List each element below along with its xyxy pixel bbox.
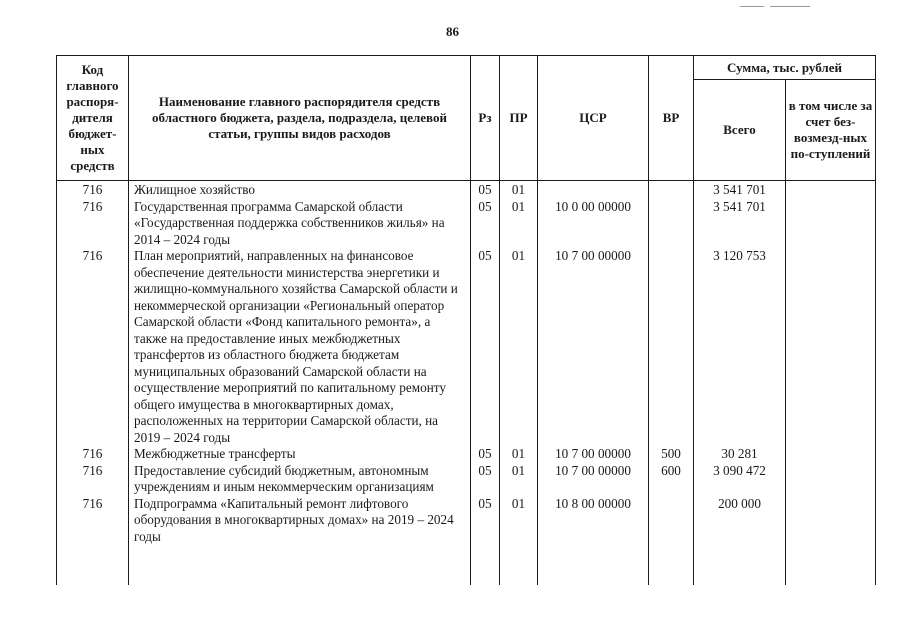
cell-csr: 10 8 00 00000 bbox=[538, 496, 649, 586]
table-row bbox=[57, 446, 876, 463]
cell-kod: 716 bbox=[57, 181, 129, 199]
header-sum: Сумма, тыс. рублей bbox=[694, 56, 876, 80]
cell-kod: 716 bbox=[57, 463, 129, 496]
cell-total: 3 120 753 bbox=[694, 248, 786, 446]
cell-rz: 05 bbox=[471, 248, 500, 446]
cell-csr bbox=[538, 181, 649, 199]
cell-free bbox=[786, 496, 876, 586]
cell-total: 3 541 701 bbox=[694, 181, 786, 199]
cell-vr bbox=[649, 248, 694, 446]
scan-mark bbox=[770, 6, 810, 7]
cell-csr: 10 7 00 00000 bbox=[538, 463, 649, 496]
cell-pr: 01 bbox=[500, 496, 538, 586]
table-row bbox=[57, 463, 876, 496]
cell-total: 3 541 701 bbox=[694, 199, 786, 249]
cell-free bbox=[786, 446, 876, 463]
cell-csr: 10 0 00 00000 bbox=[538, 199, 649, 249]
cell-name: Жилищное хозяйство bbox=[129, 181, 471, 199]
cell-total: 30 281 bbox=[694, 446, 786, 463]
cell-total: 200 000 bbox=[694, 496, 786, 586]
cell-name: План мероприятий, направленных на финансовое обеспечение деятельности министерства энергетики и жилищно-коммунального хозяйства Самарской области и некоммерческой организации «Региональный оператор Самарской области «Фонд капитального ремонта», а также на предоставление иных межбюджетных трансфертов из областного бюджета бюджетам муниципальных образований Самарской области на осуществление мероприятий по капитальному ремонту общего имущества в многоквартирных домах, расположенных на территории Самарской области, на 2019 – 2024 годы bbox=[129, 248, 471, 446]
header-pr: ПР bbox=[500, 56, 538, 181]
cell-pr: 01 bbox=[500, 248, 538, 446]
table-row bbox=[57, 199, 876, 249]
table-row bbox=[57, 496, 876, 586]
cell-free bbox=[786, 181, 876, 199]
cell-free bbox=[786, 248, 876, 446]
header-vr: ВР bbox=[649, 56, 694, 181]
cell-pr: 01 bbox=[500, 181, 538, 199]
cell-name: Подпрограмма «Капитальный ремонт лифтового оборудования в многоквартирных домах» на 2019 – 2024 годы bbox=[129, 496, 471, 586]
cell-vr bbox=[649, 181, 694, 199]
header-total: Всего bbox=[694, 80, 786, 181]
cell-kod: 716 bbox=[57, 248, 129, 446]
table-body bbox=[57, 181, 876, 586]
cell-kod: 716 bbox=[57, 496, 129, 586]
page-number: 86 bbox=[446, 24, 459, 39]
header-csr: ЦСР bbox=[538, 56, 649, 181]
header-free: в том числе за счет без-возмезд-ных по-ступлений bbox=[786, 80, 876, 181]
cell-free bbox=[786, 199, 876, 249]
cell-total: 3 090 472 bbox=[694, 463, 786, 496]
cell-name: Государственная программа Самарской области «Государственная поддержка собственников жилья» на 2014 – 2024 годы bbox=[129, 199, 471, 249]
table-row bbox=[57, 181, 876, 199]
cell-rz: 05 bbox=[471, 496, 500, 586]
header-rz: Рз bbox=[471, 56, 500, 181]
cell-csr: 10 7 00 00000 bbox=[538, 248, 649, 446]
table-header bbox=[57, 56, 876, 181]
cell-vr bbox=[649, 199, 694, 249]
cell-vr: 500 bbox=[649, 446, 694, 463]
cell-kod: 716 bbox=[57, 446, 129, 463]
scan-mark bbox=[740, 6, 764, 7]
header-name: Наименование главного распорядителя средств областного бюджета, раздела, подраздела, целевой статьи, группы видов расходов bbox=[129, 56, 471, 181]
budget-table bbox=[56, 55, 876, 585]
cell-rz: 05 bbox=[471, 446, 500, 463]
header-kod: Код главного распоря-дителя бюджет-ных средств bbox=[57, 56, 129, 181]
cell-pr: 01 bbox=[500, 446, 538, 463]
cell-rz: 05 bbox=[471, 181, 500, 199]
cell-name: Предоставление субсидий бюджетным, автономным учреждениям и иным некоммерческим организациям bbox=[129, 463, 471, 496]
cell-kod: 716 bbox=[57, 199, 129, 249]
cell-pr: 01 bbox=[500, 463, 538, 496]
cell-pr: 01 bbox=[500, 199, 538, 249]
cell-free bbox=[786, 463, 876, 496]
cell-csr: 10 7 00 00000 bbox=[538, 446, 649, 463]
table-row bbox=[57, 248, 876, 446]
cell-rz: 05 bbox=[471, 463, 500, 496]
cell-name: Межбюджетные трансферты bbox=[129, 446, 471, 463]
cell-vr: 600 bbox=[649, 463, 694, 496]
cell-vr bbox=[649, 496, 694, 586]
cell-rz: 05 bbox=[471, 199, 500, 249]
